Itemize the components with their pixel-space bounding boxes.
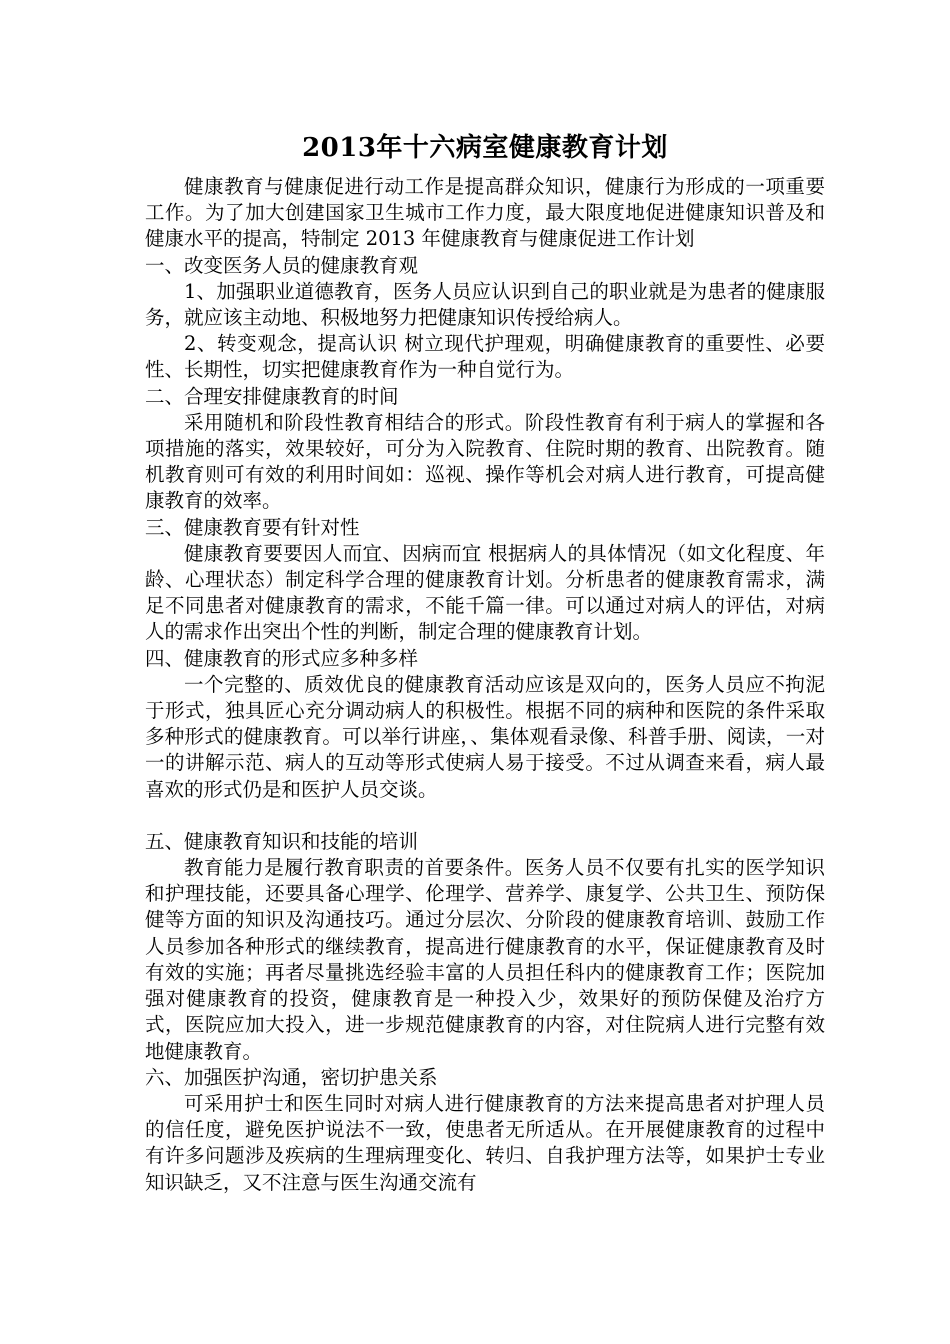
section-2-paragraph: 采用随机和阶段性教育相结合的形式。阶段性教育有利于病人的掌握和各项措施的落实，效果较好，可分为入院教育、住院时期的教育、出院教育。随机教育则可有效的利用时间如：巡视、操作等机会对病人进行教育，可提高健康教育的效率。 bbox=[145, 410, 825, 513]
section-1-paragraph-2: 2、转变观念，提高认识 树立现代护理观，明确健康教育的重要性、必要性、长期性，切实把健康教育作为一种自觉行为。 bbox=[145, 332, 825, 382]
section-heading-1: 一、改变医务人员的健康教育观 bbox=[145, 253, 419, 277]
section-6-paragraph: 可采用护士和医生同时对病人进行健康教育的方法来提高患者对护理人员的信任度，避免医护说法不一致，使患者无所适从。在开展健康教育的过程中有许多问题涉及疾病的生理病理变化、转归、自我护理方法等，如果护士专业知识缺乏，又不注意与医生沟通交流有 bbox=[145, 1091, 825, 1194]
section-heading-4: 四、健康教育的形式应多种多样 bbox=[145, 646, 419, 670]
section-3-paragraph: 健康教育要要因人而宜、因病而宜 根据病人的具体情况（如文化程度、年龄、心理状态）制定科学合理的健康教育计划。分析患者的健康教育需求，满足不同患者对健康教育的需求，不能千篇一律。可以通过对病人的评估，对病人的需求作出突出个性的判断，制定合理的健康教育计划。 bbox=[145, 541, 825, 644]
section-heading-6: 六、加强医护沟通，密切护患关系 bbox=[145, 1065, 438, 1089]
section-1-paragraph-1: 1、加强职业道德教育，医务人员应认识到自己的职业就是为患者的健康服务，就应该主动地、积极地努力把健康知识传授给病人。 bbox=[145, 279, 825, 330]
section-5-paragraph: 教育能力是履行教育职责的首要条件。医务人员不仅要有扎实的医学知识和护理技能，还要具备心理学、伦理学、营养学、康复学、公共卫生、预防保健等方面的知识及沟通技巧。通过分层次、分阶段的健康教育培训、鼓励工作人员参加各种形式的继续教育，提高进行健康教育的水平，保证健康教育及时有效的实施；再者尽量挑选经验丰富的人员担任科内的健康教育工作；医院加强对健康教育的投资，健康教育是一种投入少，效果好的预防保健及治疗方式，医院应加大投入，进一步规范健康教育的内容，对住院病人进行完整有效地健康教育。 bbox=[145, 856, 825, 1063]
section-4-paragraph: 一个完整的、质效优良的健康教育活动应该是双向的，医务人员应不拘泥于形式，独具匠心充分调动病人的积极性。根据不同的病种和医院的条件采取多种形式的健康教育。可以举行讲座，、集体观看录像、科普手册、阅读，一对一的讲解示范、病人的互动等形式使病人易于接受。不过从调查来看，病人最喜欢的形式仍是和医护人员交谈。 bbox=[145, 672, 825, 801]
page-title: 2013年十六病室健康教育计划 bbox=[302, 133, 668, 163]
section-heading-3: 三、健康教育要有针对性 bbox=[145, 515, 360, 539]
section-heading-5: 五、健康教育知识和技能的培训 bbox=[145, 829, 419, 853]
section-heading-2: 二、合理安排健康教育的时间 bbox=[145, 384, 399, 408]
document-body bbox=[145, 130, 825, 1196]
blank-line bbox=[145, 803, 825, 829]
intro-paragraph: 健康教育与健康促进行动工作是提高群众知识，健康行为形成的一项重要工作。为了加大创建国家卫生城市工作力度，最大限度地促进健康知识普及和健康水平的提高，特制定 2013 年健康教育与健康促进工作计划 bbox=[145, 175, 825, 251]
